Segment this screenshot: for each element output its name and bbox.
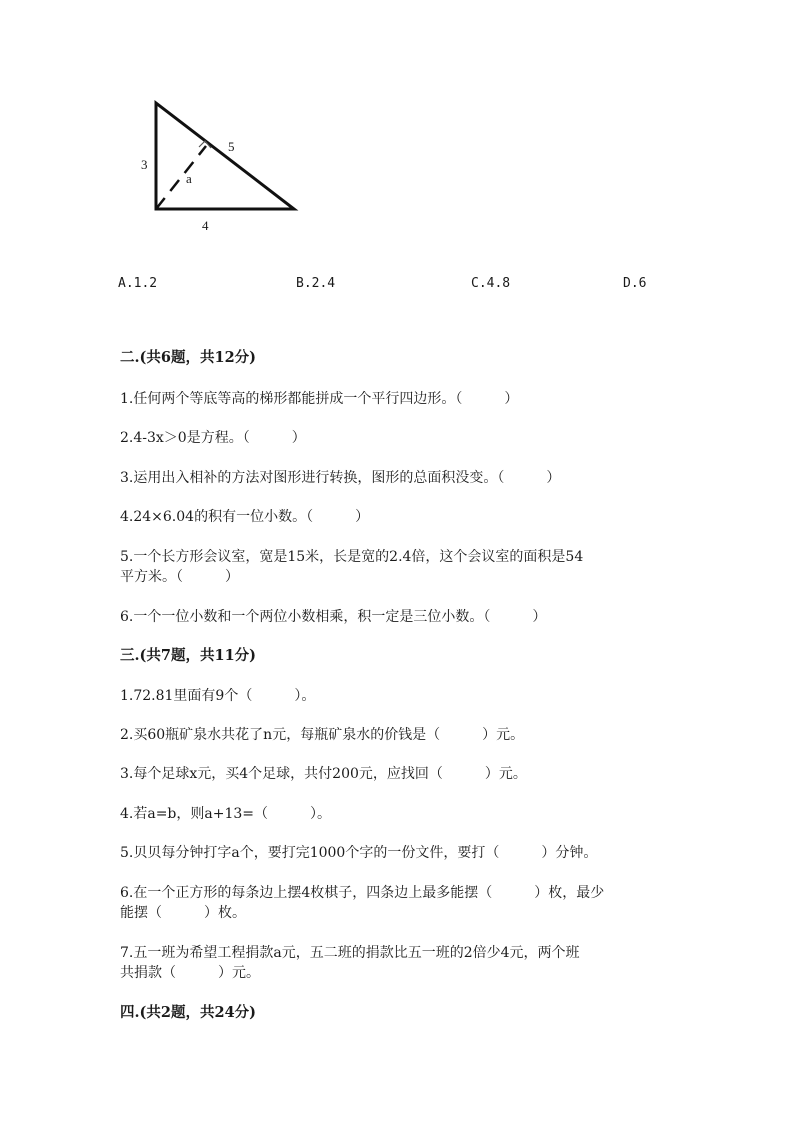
triangle-outline bbox=[156, 103, 294, 209]
question-2-5-cont: 平方米。（ ） bbox=[120, 569, 239, 585]
question-3-5: 5.贝贝每分钟打字a个，要打完1000个字的一份文件，要打（ ）分钟。 bbox=[120, 845, 598, 861]
section-3-heading: 三.(共7题，共11分) bbox=[120, 647, 257, 664]
triangle-figure bbox=[130, 90, 330, 240]
question-3-6-cont: 能摆（ ）枚。 bbox=[120, 905, 246, 921]
label-side-bottom: 4 bbox=[202, 218, 209, 233]
question-3-7-cont: 共捐款（ ）元。 bbox=[120, 965, 260, 981]
question-2-2: 2.4-3x＞0是方程。（ ） bbox=[120, 430, 306, 446]
section-2-heading: 二.(共6题，共12分) bbox=[120, 349, 257, 366]
answer-options bbox=[0, 276, 794, 296]
question-3-7: 7.五一班为希望工程捐款a元，五二班的捐款比五一班的2倍少4元，两个班 bbox=[120, 945, 580, 961]
label-height-a: a bbox=[186, 171, 192, 186]
question-3-6: 6.在一个正方形的每条边上摆4枚棋子，四条边上最多能摆（ ）枚，最少 bbox=[120, 885, 605, 901]
question-2-1: 1.任何两个等底等高的梯形都能拼成一个平行四边形。（ ） bbox=[120, 391, 519, 407]
label-side-hypotenuse: 5 bbox=[228, 139, 235, 154]
question-2-5: 5.一个长方形会议室，宽是15米，长是宽的2.4倍，这个会议室的面积是54 bbox=[120, 549, 584, 565]
question-2-6: 6.一个一位小数和一个两位小数相乘，积一定是三位小数。（ ） bbox=[120, 609, 547, 625]
option-b[interactable]: B.2.4 bbox=[296, 276, 336, 291]
question-3-4: 4.若a=b，则a+13=（ ）。 bbox=[120, 806, 332, 822]
option-d[interactable]: D.6 bbox=[623, 276, 647, 291]
question-3-3: 3.每个足球x元，买4个足球，共付200元，应找回（ ）元。 bbox=[120, 766, 527, 782]
label-side-left: 3 bbox=[141, 157, 148, 172]
option-c[interactable]: C.4.8 bbox=[471, 276, 511, 291]
question-3-1: 1.72.81里面有9个（ ）。 bbox=[120, 688, 316, 704]
section-4-heading: 四.(共2题，共24分) bbox=[120, 1004, 257, 1021]
height-dashed-line bbox=[156, 146, 206, 209]
option-a[interactable]: A.1.2 bbox=[118, 276, 158, 291]
question-2-3: 3.运用出入相补的方法对图形进行转换，图形的总面积没变。（ ） bbox=[120, 470, 561, 486]
question-3-2: 2.买60瓶矿泉水共花了n元，每瓶矿泉水的价钱是（ ）元。 bbox=[120, 727, 525, 743]
question-2-4: 4.24×6.04的积有一位小数。（ ） bbox=[120, 509, 370, 525]
